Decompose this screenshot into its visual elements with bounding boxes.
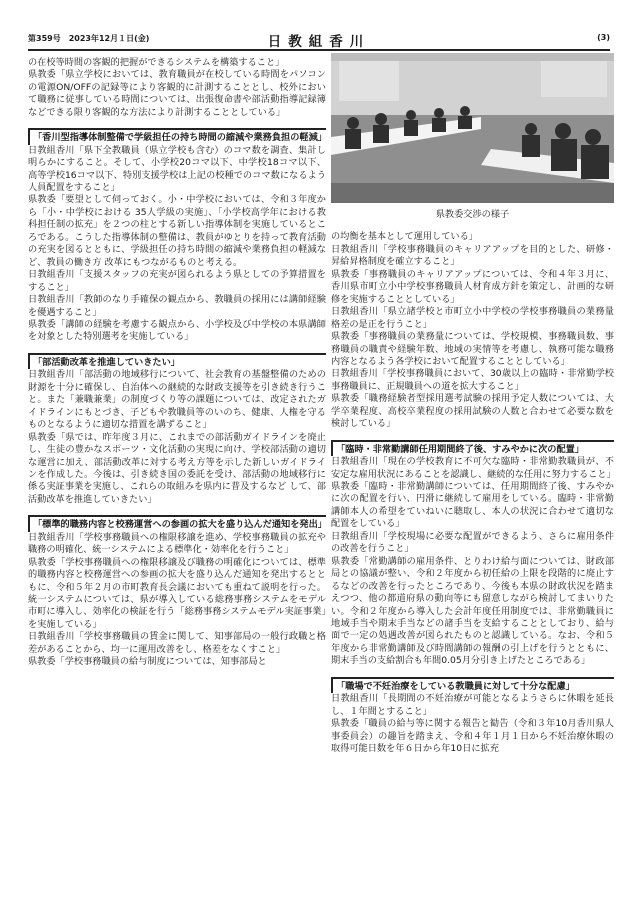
section-office-staff	[28, 515, 326, 668]
paragraph: の均衡を基本として運用している」	[331, 231, 478, 243]
paragraph: 県教委「職務経験者型採用選考試験の採用予定人数については、大学卒業程度、高校卒業程度の採用試験の人数と合わせて必要な数を検討している」	[331, 393, 614, 430]
paragraph: 日教組香川「学校現場に必要な配置ができるよう、さらに雇用条件の改善を行うこと」	[331, 530, 614, 555]
paragraph: の在校等時間の客観的把握ができるシステムを構築すること」	[28, 57, 285, 68]
paragraph: 日教組香川「現在の学校教育に不可欠な臨時・非常勤教職員が、不安定な雇用状況にあることを認識し、継続的な任用に努力すること」	[331, 456, 616, 480]
paragraph: 日教組香川「教師のなり手確保の観点から、教職員の採用には講師経験を優遇すること」	[28, 294, 326, 318]
paragraph: 県教委「要望として伺っておく。小・中学校においては、令和３年度から「小・中学校における 35人学級の実施」、「小学校高学年における教科担任制の拡充」を２つの柱とする新しい指導体制を実施しているところである。こうした指導体制の整備は、教員がゆとりを持って教育活動の充実を図るとともに、学級担任の持ち時間の縮減や業務負担の軽減など、教員の働き方 改革にもつながるものと考える。	[28, 194, 326, 268]
paragraph: 日教組香川「学校事務職員のキャリアアップを目的とした、研修・昇給昇格制度を確立すること」	[331, 243, 614, 268]
section-fertility-treatment	[331, 677, 614, 756]
right-column	[331, 53, 614, 764]
section-heading: 「香川型指導体制整備で学級担任の持ち時間の縮減や業務負担の軽減」	[28, 128, 326, 144]
continued-section	[331, 231, 614, 430]
paragraph: 県教委「職員の給与等に関する報告と勧告（令和３年10月香川県人事委員会）の趣旨を踏まえ、令和４年１月１日から不妊治療休暇の取得可能日数を年６日から年10日に拡充	[331, 718, 614, 755]
intro-section	[28, 57, 326, 119]
section-part-time-teachers	[331, 440, 614, 668]
left-column	[28, 57, 326, 678]
section-teaching-system	[28, 128, 326, 344]
paragraph: 県教委「学校事務職員への権限移譲及び職務の明確化については、標準的職務内容と校務運営への参画の拡大を盛り込んだ通知を発出するとともに、令和５年２月の市町教育長会議においても重ねて説明を行った。統一システムについては、県が導入している総務事務システムをモデル市町に導入し、効率化の検証を行う「総務事務システムモデル実証事業」を実施している」	[28, 556, 326, 630]
section-heading: 「標準的職務内容と校務運営への参画の拡大を盛り込んだ通知を発出」	[28, 515, 326, 531]
issue-date: 第359号 2023年12月１日(金)	[28, 34, 150, 43]
paragraph: 県教委「常勤講師の雇用条件、とりわけ給与面については、財政部局との協議が整い、令和２年度から初任給の上限を段階的に廃止するなどの改善を行ったところであり、今後も本県の財政状況を踏まえつつ、他の都道府県の動向等にも留意しながら検討してまいりたい。令和２年度から導入した会計年度任用制度では、非常勤職員に地域手当や期末手当などの諸手当を支給することとしており、給与面で一定の処遇改善が図られたものと認識している。なお、令和５年度から非常勤講師及び時間講師の報酬の引上げを行うとともに、期末手当の支給割合も年間0.05月分引き上げたところである」	[331, 555, 614, 667]
meeting-room-image	[331, 53, 614, 203]
section-club-reform	[28, 353, 326, 506]
paragraph: 県教委「臨時・非常勤講師については、任用期間終了後、すみやかに次の配置を行い、円滑に継続して雇用をしている。臨時・非常勤講師本人の希望をていねいに聴取し、本人の状況に合わせて適切な配置をしている」	[331, 481, 614, 530]
paragraph: 日教組香川「学校事務職員の賃金に関して、知事部局の一般行政職と格差があることから、均一に運用改善をし、格差をなくすこと」	[28, 631, 326, 655]
newspaper-title: 日教組香川	[267, 34, 371, 50]
paragraph: 県教委「県立学校においては、教育職員が在校している時間をパソコンの電源ON/OFFの記録等により客観的に計測することとし、校外において職務に従事している時間については、出張復命書や部活動指導記録簿などできる限り客観的な方法により計測することとしている」	[28, 69, 326, 118]
page-header	[28, 31, 610, 51]
paragraph: 県教委「事務職員のキャリアアップについては、令和４年３月に、香川県市町立小中学校事務職員人材育成方針を策定し、計画的な研修を実施することとしている」	[331, 268, 614, 305]
photo-caption: 県教委交渉の様子	[435, 209, 510, 220]
paragraph: 県教委「学校事務職員の給与制度については、知事部局と	[28, 656, 267, 668]
paragraph: 日教組香川「県立諸学校と市町立小中学校の学校事務職員の業務量格差の是正を行うこと」	[331, 306, 614, 330]
page-number: (3)	[597, 33, 610, 42]
paragraph: 県教委「県では、昨年度３月に、これまでの部活動ガイドラインを廃止し、生徒の豊かなスポーツ・文化活動の実現に向け、学校部活動の適切な運営に加え、部活動改革に対する考え方等を示した新しいガイドラインを作成した。今後は、引き続き国の委託を受け、部活動の地域移行に係る実証事業を実施し、これらの取組みを県内に普及するなど して、部活動改革を推進していきたい」	[28, 431, 326, 505]
paragraph: 県教委「事務職員の業務量については、学校規模、事務職員数、事務職員の職責や経験年数、地域の実情等を考慮し、執務可能な職務内容となるよう各学校において配置することとしている」	[331, 331, 614, 367]
paragraph: 日教組香川「支援スタッフの充実が図られるよう県としての予算措置をすること」	[28, 269, 326, 293]
section-heading: 「部活動改革を推進していきたい」	[28, 353, 326, 369]
section-heading: 「臨時・非常勤講師任用期間終了後、すみやかに次の配置」	[331, 440, 614, 456]
paragraph: 日教組香川「県下全教職員（県立学校も含む）のコマ数を調査、集計し明らかにすること。そして、小学校20コマ以下、中学校18コマ以下、高等学校16コマ以下、特別支援学校は上記の校種でのコマ数になるよう人員配置をすること」	[28, 144, 326, 194]
paragraph: 日教組香川「長期間の不妊治療が可能となるようさらに休暇を延長し、１年間とすること」	[331, 693, 614, 717]
negotiation-photo	[331, 53, 614, 203]
paragraph: 日教組香川「学校事務職員への権限移譲を進め、学校事務職員の拡充や職務の明確化、統一システムによる標準化・効率化を行うこと」	[28, 531, 326, 556]
section-heading: 「職場で不妊治療をしている教職員に対して十分な配慮」	[331, 677, 614, 693]
paragraph: 日教組香川「部活動の地域移行について、社会教育の基盤整備のための財源を十分に確保し、自治体への継続的な財政支援等を引き続き行うこと。また「兼職兼業」の制度づくり等の課題については、改定されたガイドラインにもとづき、子どもや教職員等のいのち、健康、人権を守るものとなるように適切な措置を講ずること」	[28, 369, 326, 431]
paragraph: 日教組香川「学校事務職員において、30歳以上の臨時・非常勤学校事務職員に、正規職員への道を拡大すること」	[331, 368, 614, 392]
paragraph: 県教委「講師の経験を考慮する観点から、小学校及び中学校の本県講師を対象とした特別選考を実施している」	[28, 319, 326, 343]
